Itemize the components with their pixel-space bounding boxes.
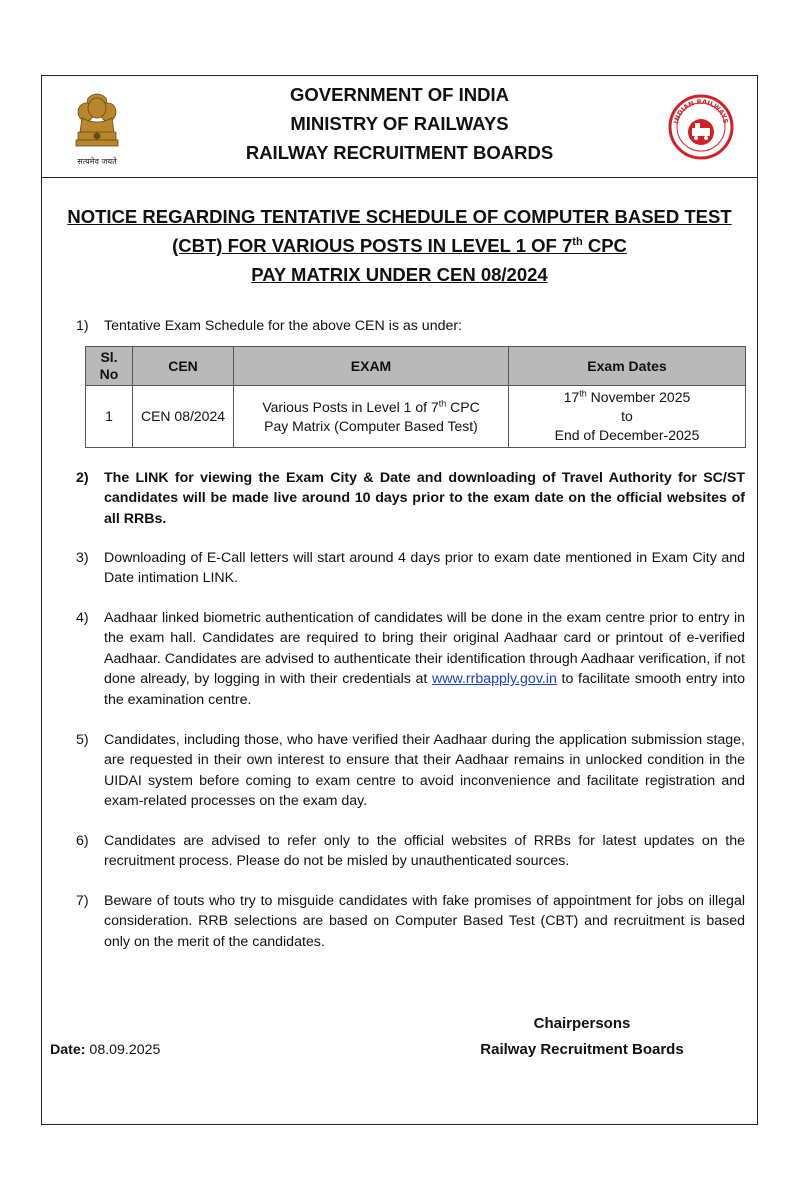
col-header-exam-dates: Exam Dates [509, 347, 746, 386]
rrbapply-link[interactable]: www.rrbapply.gov.in [432, 671, 557, 688]
list-item: 1) Tentative Exam Schedule for the above CEN is as under: [76, 318, 463, 334]
indian-railways-logo-icon [668, 94, 734, 160]
col-header-exam: EXAM [234, 347, 509, 386]
notice-frame [41, 75, 758, 1125]
cell-sl: 1 [86, 386, 133, 448]
header-boards: RAILWAY RECRUITMENT BOARDS [245, 142, 554, 163]
signature-title: Chairpersons [533, 1015, 631, 1032]
cell-exam-dates: 17th November 2025 to End of December-2025 [509, 386, 746, 448]
cell-exam: Various Posts in Level 1 of 7th CPC Pay Matrix (Computer Based Test) [234, 386, 509, 448]
list-item: 5) Candidates, including those, who have verified their Aadhaar during the application submission stage, are requested in their own interest to ensure that their Aadhaar remains in unlocked condition in the UIDAI system before coming to exam centre to avoid inconvenience and facilitate registration and exam-related processes on the exam day. [76, 732, 745, 810]
notice-title: NOTICE REGARDING TENTATIVE SCHEDULE OF COMPUTER BASED TEST (CBT) FOR VARIOUS POSTS IN LEVEL 1 OF 7th CPC PAY MATRIX UNDER CEN 08/2024 [67, 206, 732, 285]
table-header-row [86, 347, 746, 386]
list-item: 4) Aadhaar linked biometric authentication of candidates will be done in the exam centre prior to entry in the exam hall. Candidates are required to bring their original Aadhaar card or printout of e-verified Aadhaar. Candidates are advised to authenticate their identification through Aadhaar verification, if not done already, by logging in with their credentials at www.rrbapply.gov.in to facilitate smooth entry into the examination centre. [76, 610, 745, 708]
col-header-sl-no: Sl. No [86, 347, 133, 386]
table-row [86, 386, 746, 448]
list-item: 6) Candidates are advised to refer only to the official websites of RRBs for latest updates on the recruitment process. Please do not be misled by unauthenticated sources. [76, 833, 745, 870]
signature-org: Railway Recruitment Boards [480, 1041, 684, 1058]
list-item: 7) Beware of touts who try to misguide candidates with fake promises of appointment for jobs on illegal consideration. RRB selections are based on Computer Based Test (CBT) and recruitment is based only on the merit of the candidates. [76, 893, 745, 950]
svg-text:सत्यमेव जयते: सत्यमेव जयते [77, 157, 117, 166]
col-header-cen: CEN [133, 347, 234, 386]
list-item: 2) The LINK for viewing the Exam City & Date and downloading of Travel Authority for SC/ST candidates will be made live around 10 days prior to the exam date on the official websites of all RRBs. [76, 470, 745, 527]
svg-text:INDIAN RAILWAYS: INDIAN RAILWAYS [672, 97, 730, 125]
header-government: GOVERNMENT OF INDIA [290, 84, 509, 105]
notice-header [42, 76, 757, 178]
list-item: 3) Downloading of E-Call letters will start around 4 days prior to exam date mentioned in Exam City and Date intimation LINK. [76, 550, 745, 587]
signature-block [467, 1011, 697, 1063]
header-ministry: MINISTRY OF RAILWAYS [290, 113, 509, 134]
notice-date: Date: 08.09.2025 [50, 1042, 161, 1058]
cell-cen: CEN 08/2024 [133, 386, 234, 448]
exam-schedule-table [85, 346, 746, 448]
